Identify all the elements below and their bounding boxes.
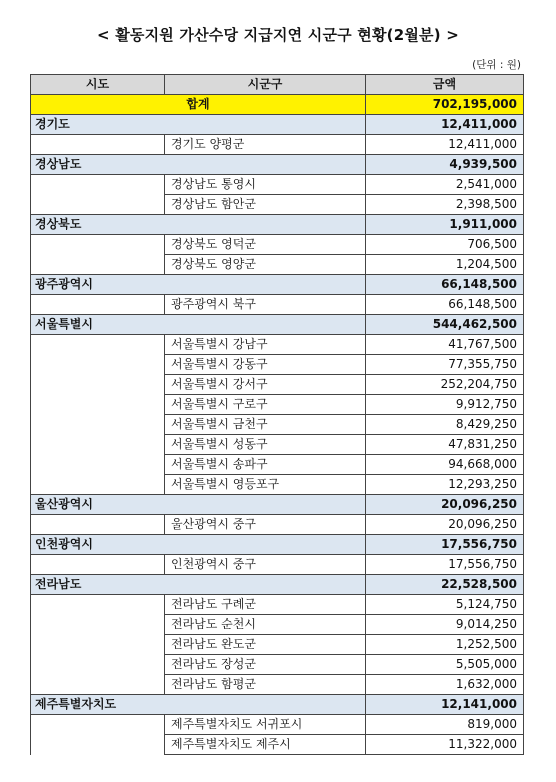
district-amount: 41,767,500 [366, 335, 524, 355]
district-empty-cell [31, 335, 165, 355]
district-name: 서울특별시 강서구 [165, 375, 366, 395]
province-name: 인천광역시 [31, 535, 165, 555]
district-row [31, 195, 524, 215]
district-amount: 12,293,250 [366, 475, 524, 495]
province-name: 제주특별자치도 [31, 695, 165, 715]
province-name: 서울특별시 [31, 315, 165, 335]
province-empty-cell [165, 495, 366, 515]
province-empty-cell [165, 575, 366, 595]
district-empty-cell [31, 555, 165, 575]
district-empty-cell [31, 715, 165, 735]
header-amount: 금액 [366, 75, 524, 95]
district-row [31, 735, 524, 755]
district-name: 광주광역시 북구 [165, 295, 366, 315]
district-row [31, 615, 524, 635]
district-empty-cell [31, 655, 165, 675]
district-amount: 8,429,250 [366, 415, 524, 435]
district-row [31, 675, 524, 695]
district-row [31, 415, 524, 435]
district-amount: 11,322,000 [366, 735, 524, 755]
header-row [31, 75, 524, 95]
total-row [31, 95, 524, 115]
district-row [31, 715, 524, 735]
district-name: 전라남도 함평군 [165, 675, 366, 695]
district-row [31, 135, 524, 155]
district-empty-cell [31, 515, 165, 535]
district-empty-cell [31, 615, 165, 635]
district-empty-cell [31, 355, 165, 375]
district-empty-cell [31, 395, 165, 415]
district-row [31, 555, 524, 575]
district-row [31, 295, 524, 315]
province-row [31, 115, 524, 135]
district-row [31, 475, 524, 495]
district-name: 경기도 양평군 [165, 135, 366, 155]
district-amount: 20,096,250 [366, 515, 524, 535]
province-amount: 544,462,500 [366, 315, 524, 335]
province-name: 광주광역시 [31, 275, 165, 295]
district-empty-cell [31, 235, 165, 255]
district-amount: 9,014,250 [366, 615, 524, 635]
district-empty-cell [31, 195, 165, 215]
district-amount: 2,541,000 [366, 175, 524, 195]
district-empty-cell [31, 435, 165, 455]
district-row [31, 175, 524, 195]
district-row [31, 635, 524, 655]
district-name: 전라남도 구례군 [165, 595, 366, 615]
district-name: 경상북도 영덕군 [165, 235, 366, 255]
district-empty-cell [31, 255, 165, 275]
district-amount: 252,204,750 [366, 375, 524, 395]
district-row [31, 355, 524, 375]
total-label: 합계 [31, 95, 366, 115]
district-name: 경상북도 영양군 [165, 255, 366, 275]
page-title: < 활동지원 가산수당 지급지연 시군구 현황(2월분) > [97, 26, 459, 44]
district-amount: 819,000 [366, 715, 524, 735]
district-amount: 1,632,000 [366, 675, 524, 695]
province-amount: 12,411,000 [366, 115, 524, 135]
province-row [31, 155, 524, 175]
district-empty-cell [31, 175, 165, 195]
district-name: 전라남도 완도군 [165, 635, 366, 655]
province-empty-cell [165, 115, 366, 135]
district-amount: 5,124,750 [366, 595, 524, 615]
district-name: 서울특별시 영등포구 [165, 475, 366, 495]
district-row [31, 255, 524, 275]
district-name: 서울특별시 금천구 [165, 415, 366, 435]
province-name: 전라남도 [31, 575, 165, 595]
district-amount: 47,831,250 [366, 435, 524, 455]
district-name: 전라남도 장성군 [165, 655, 366, 675]
status-table [30, 74, 524, 755]
province-empty-cell [165, 275, 366, 295]
table-body [31, 95, 524, 755]
district-name: 서울특별시 성동구 [165, 435, 366, 455]
province-amount: 22,528,500 [366, 575, 524, 595]
district-empty-cell [31, 595, 165, 615]
province-empty-cell [165, 215, 366, 235]
district-name: 경상남도 함안군 [165, 195, 366, 215]
province-amount: 4,939,500 [366, 155, 524, 175]
district-name: 서울특별시 강남구 [165, 335, 366, 355]
district-empty-cell [31, 375, 165, 395]
district-amount: 1,252,500 [366, 635, 524, 655]
district-empty-cell [31, 675, 165, 695]
district-name: 울산광역시 중구 [165, 515, 366, 535]
province-name: 울산광역시 [31, 495, 165, 515]
province-amount: 17,556,750 [366, 535, 524, 555]
district-row [31, 435, 524, 455]
province-amount: 1,911,000 [366, 215, 524, 235]
district-empty-cell [31, 135, 165, 155]
district-row [31, 335, 524, 355]
province-empty-cell [165, 695, 366, 715]
district-amount: 2,398,500 [366, 195, 524, 215]
district-name: 전라남도 순천시 [165, 615, 366, 635]
district-name: 서울특별시 송파구 [165, 455, 366, 475]
district-row [31, 395, 524, 415]
province-amount: 66,148,500 [366, 275, 524, 295]
province-row [31, 315, 524, 335]
province-row [31, 575, 524, 595]
total-amount: 702,195,000 [366, 95, 524, 115]
district-row [31, 455, 524, 475]
district-empty-cell [31, 635, 165, 655]
district-amount: 77,355,750 [366, 355, 524, 375]
province-name: 경기도 [31, 115, 165, 135]
district-amount: 5,505,000 [366, 655, 524, 675]
district-empty-cell [31, 475, 165, 495]
district-empty-cell [31, 415, 165, 435]
header-province: 시도 [31, 75, 165, 95]
district-amount: 66,148,500 [366, 295, 524, 315]
district-name: 인천광역시 중구 [165, 555, 366, 575]
district-empty-cell [31, 735, 165, 755]
unit-label: (단위 : 원) [472, 59, 521, 71]
district-empty-cell [31, 295, 165, 315]
district-name: 제주특별자치도 제주시 [165, 735, 366, 755]
province-amount: 20,096,250 [366, 495, 524, 515]
district-row [31, 515, 524, 535]
province-empty-cell [165, 155, 366, 175]
province-amount: 12,141,000 [366, 695, 524, 715]
district-row [31, 655, 524, 675]
district-amount: 94,668,000 [366, 455, 524, 475]
province-row [31, 215, 524, 235]
province-name: 경상남도 [31, 155, 165, 175]
province-row [31, 495, 524, 515]
district-amount: 17,556,750 [366, 555, 524, 575]
district-row [31, 595, 524, 615]
header-district: 시군구 [165, 75, 366, 95]
district-amount: 12,411,000 [366, 135, 524, 155]
district-name: 서울특별시 강동구 [165, 355, 366, 375]
district-name: 경상남도 통영시 [165, 175, 366, 195]
province-empty-cell [165, 315, 366, 335]
table-header [31, 75, 524, 95]
province-row [31, 275, 524, 295]
district-amount: 9,912,750 [366, 395, 524, 415]
district-empty-cell [31, 455, 165, 475]
district-row [31, 375, 524, 395]
province-row [31, 535, 524, 555]
province-empty-cell [165, 535, 366, 555]
province-name: 경상북도 [31, 215, 165, 235]
province-row [31, 695, 524, 715]
district-row [31, 235, 524, 255]
district-amount: 1,204,500 [366, 255, 524, 275]
district-name: 제주특별자치도 서귀포시 [165, 715, 366, 735]
district-name: 서울특별시 구로구 [165, 395, 366, 415]
district-amount: 706,500 [366, 235, 524, 255]
